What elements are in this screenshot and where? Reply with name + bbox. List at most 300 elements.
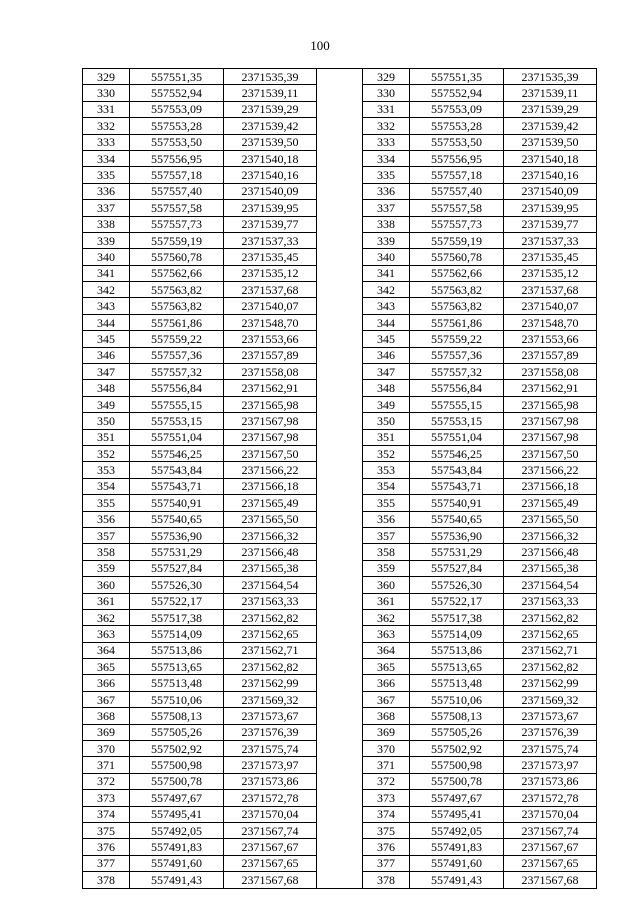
right-point-number-cell: 331 [363, 101, 410, 117]
column-gap [317, 675, 363, 691]
right-y-coordinate-cell: 2371548,70 [504, 314, 597, 330]
right-point-number-cell: 347 [363, 364, 410, 380]
table-row [83, 134, 597, 150]
right-x-coordinate-cell: 557500,98 [410, 757, 504, 773]
table-row [83, 691, 597, 707]
table-row [83, 495, 597, 511]
right-x-coordinate-cell: 557557,32 [410, 364, 504, 380]
left-x-coordinate-cell: 557491,43 [130, 872, 224, 888]
right-x-coordinate-cell: 557531,29 [410, 544, 504, 560]
right-point-number-cell: 361 [363, 593, 410, 609]
left-x-coordinate-cell: 557561,86 [130, 314, 224, 330]
right-y-coordinate-cell: 2371567,98 [504, 413, 597, 429]
left-x-coordinate-cell: 557553,15 [130, 413, 224, 429]
right-x-coordinate-cell: 557508,13 [410, 708, 504, 724]
table-row [83, 69, 597, 85]
right-point-number-cell: 360 [363, 577, 410, 593]
right-x-coordinate-cell: 557502,92 [410, 741, 504, 757]
column-gap [317, 101, 363, 117]
table-row [83, 347, 597, 363]
right-y-coordinate-cell: 2371573,97 [504, 757, 597, 773]
left-point-number-cell: 342 [83, 282, 130, 298]
left-x-coordinate-cell: 557491,60 [130, 855, 224, 871]
right-y-coordinate-cell: 2371567,74 [504, 822, 597, 838]
right-x-coordinate-cell: 557557,36 [410, 347, 504, 363]
table-row [83, 855, 597, 871]
left-x-coordinate-cell: 557495,41 [130, 806, 224, 822]
column-gap [317, 872, 363, 888]
right-x-coordinate-cell: 557557,58 [410, 200, 504, 216]
column-gap [317, 69, 363, 85]
right-point-number-cell: 338 [363, 216, 410, 232]
right-y-coordinate-cell: 2371575,74 [504, 741, 597, 757]
right-point-number-cell: 350 [363, 413, 410, 429]
left-point-number-cell: 330 [83, 85, 130, 101]
right-x-coordinate-cell: 557557,40 [410, 183, 504, 199]
left-y-coordinate-cell: 2371564,54 [224, 577, 317, 593]
left-x-coordinate-cell: 557543,71 [130, 478, 224, 494]
left-point-number-cell: 363 [83, 626, 130, 642]
right-point-number-cell: 351 [363, 429, 410, 445]
right-point-number-cell: 373 [363, 790, 410, 806]
column-gap [317, 691, 363, 707]
column-gap [317, 298, 363, 314]
left-point-number-cell: 350 [83, 413, 130, 429]
right-point-number-cell: 354 [363, 478, 410, 494]
left-x-coordinate-cell: 557540,91 [130, 495, 224, 511]
left-y-coordinate-cell: 2371566,32 [224, 527, 317, 543]
left-point-number-cell: 354 [83, 478, 130, 494]
left-point-number-cell: 356 [83, 511, 130, 527]
right-y-coordinate-cell: 2371567,50 [504, 445, 597, 461]
right-y-coordinate-cell: 2371562,71 [504, 642, 597, 658]
left-x-coordinate-cell: 557563,82 [130, 282, 224, 298]
right-point-number-cell: 339 [363, 232, 410, 248]
right-point-number-cell: 343 [363, 298, 410, 314]
left-point-number-cell: 333 [83, 134, 130, 150]
left-y-coordinate-cell: 2371573,97 [224, 757, 317, 773]
right-point-number-cell: 336 [363, 183, 410, 199]
left-x-coordinate-cell: 557513,48 [130, 675, 224, 691]
left-y-coordinate-cell: 2371562,65 [224, 626, 317, 642]
right-x-coordinate-cell: 557491,43 [410, 872, 504, 888]
left-y-coordinate-cell: 2371562,82 [224, 659, 317, 675]
left-y-coordinate-cell: 2371539,42 [224, 118, 317, 134]
left-x-coordinate-cell: 557552,94 [130, 85, 224, 101]
column-gap [317, 757, 363, 773]
table-row [83, 741, 597, 757]
right-y-coordinate-cell: 2371562,65 [504, 626, 597, 642]
left-y-coordinate-cell: 2371567,98 [224, 429, 317, 445]
right-y-coordinate-cell: 2371572,78 [504, 790, 597, 806]
column-gap [317, 544, 363, 560]
left-point-number-cell: 355 [83, 495, 130, 511]
right-y-coordinate-cell: 2371557,89 [504, 347, 597, 363]
left-y-coordinate-cell: 2371562,91 [224, 380, 317, 396]
right-x-coordinate-cell: 557553,09 [410, 101, 504, 117]
left-y-coordinate-cell: 2371569,32 [224, 691, 317, 707]
left-y-coordinate-cell: 2371563,33 [224, 593, 317, 609]
table-row [83, 298, 597, 314]
left-point-number-cell: 348 [83, 380, 130, 396]
left-x-coordinate-cell: 557557,58 [130, 200, 224, 216]
left-x-coordinate-cell: 557513,65 [130, 659, 224, 675]
left-point-number-cell: 357 [83, 527, 130, 543]
column-gap [317, 659, 363, 675]
left-x-coordinate-cell: 557562,66 [130, 265, 224, 281]
table-row [83, 773, 597, 789]
right-y-coordinate-cell: 2371567,98 [504, 429, 597, 445]
left-x-coordinate-cell: 557510,06 [130, 691, 224, 707]
left-y-coordinate-cell: 2371573,67 [224, 708, 317, 724]
right-y-coordinate-cell: 2371562,91 [504, 380, 597, 396]
table-row [83, 822, 597, 838]
right-y-coordinate-cell: 2371539,29 [504, 101, 597, 117]
table-row [83, 216, 597, 232]
table-row [83, 872, 597, 888]
left-point-number-cell: 329 [83, 69, 130, 85]
right-y-coordinate-cell: 2371539,42 [504, 118, 597, 134]
right-x-coordinate-cell: 557491,83 [410, 839, 504, 855]
column-gap [317, 314, 363, 330]
right-point-number-cell: 352 [363, 445, 410, 461]
right-point-number-cell: 334 [363, 150, 410, 166]
right-x-coordinate-cell: 557492,05 [410, 822, 504, 838]
table-row [83, 839, 597, 855]
left-point-number-cell: 345 [83, 331, 130, 347]
table-row [83, 249, 597, 265]
right-y-coordinate-cell: 2371566,48 [504, 544, 597, 560]
column-gap [317, 822, 363, 838]
right-y-coordinate-cell: 2371565,38 [504, 560, 597, 576]
table-row [83, 396, 597, 412]
column-gap [317, 741, 363, 757]
left-x-coordinate-cell: 557508,13 [130, 708, 224, 724]
table-row [83, 478, 597, 494]
right-y-coordinate-cell: 2371573,86 [504, 773, 597, 789]
left-point-number-cell: 344 [83, 314, 130, 330]
left-x-coordinate-cell: 557514,09 [130, 626, 224, 642]
right-y-coordinate-cell: 2371566,32 [504, 527, 597, 543]
right-y-coordinate-cell: 2371565,98 [504, 396, 597, 412]
left-x-coordinate-cell: 557517,38 [130, 609, 224, 625]
table-row [83, 675, 597, 691]
table-row [83, 167, 597, 183]
right-point-number-cell: 333 [363, 134, 410, 150]
left-x-coordinate-cell: 557557,36 [130, 347, 224, 363]
table-row [83, 708, 597, 724]
right-y-coordinate-cell: 2371540,09 [504, 183, 597, 199]
right-point-number-cell: 375 [363, 822, 410, 838]
left-x-coordinate-cell: 557551,04 [130, 429, 224, 445]
left-y-coordinate-cell: 2371539,50 [224, 134, 317, 150]
left-point-number-cell: 340 [83, 249, 130, 265]
left-point-number-cell: 337 [83, 200, 130, 216]
right-x-coordinate-cell: 557517,38 [410, 609, 504, 625]
left-point-number-cell: 332 [83, 118, 130, 134]
right-x-coordinate-cell: 557513,48 [410, 675, 504, 691]
column-gap [317, 265, 363, 281]
right-y-coordinate-cell: 2371569,32 [504, 691, 597, 707]
right-x-coordinate-cell: 557540,91 [410, 495, 504, 511]
left-x-coordinate-cell: 557500,78 [130, 773, 224, 789]
left-x-coordinate-cell: 557536,90 [130, 527, 224, 543]
left-y-coordinate-cell: 2371576,39 [224, 724, 317, 740]
left-point-number-cell: 373 [83, 790, 130, 806]
right-y-coordinate-cell: 2371573,67 [504, 708, 597, 724]
column-gap [317, 495, 363, 511]
left-point-number-cell: 338 [83, 216, 130, 232]
right-y-coordinate-cell: 2371563,33 [504, 593, 597, 609]
left-y-coordinate-cell: 2371535,12 [224, 265, 317, 281]
left-y-coordinate-cell: 2371553,66 [224, 331, 317, 347]
table-row [83, 806, 597, 822]
right-point-number-cell: 353 [363, 462, 410, 478]
right-y-coordinate-cell: 2371540,07 [504, 298, 597, 314]
right-y-coordinate-cell: 2371539,11 [504, 85, 597, 101]
right-point-number-cell: 357 [363, 527, 410, 543]
right-x-coordinate-cell: 557527,84 [410, 560, 504, 576]
right-point-number-cell: 377 [363, 855, 410, 871]
column-gap [317, 806, 363, 822]
right-y-coordinate-cell: 2371535,12 [504, 265, 597, 281]
right-point-number-cell: 356 [363, 511, 410, 527]
right-x-coordinate-cell: 557557,18 [410, 167, 504, 183]
right-point-number-cell: 364 [363, 642, 410, 658]
right-x-coordinate-cell: 557553,15 [410, 413, 504, 429]
left-point-number-cell: 366 [83, 675, 130, 691]
left-point-number-cell: 347 [83, 364, 130, 380]
left-y-coordinate-cell: 2371540,07 [224, 298, 317, 314]
right-point-number-cell: 369 [363, 724, 410, 740]
left-y-coordinate-cell: 2371567,50 [224, 445, 317, 461]
right-y-coordinate-cell: 2371567,67 [504, 839, 597, 855]
right-x-coordinate-cell: 557497,67 [410, 790, 504, 806]
left-x-coordinate-cell: 557546,25 [130, 445, 224, 461]
right-x-coordinate-cell: 557514,09 [410, 626, 504, 642]
right-point-number-cell: 376 [363, 839, 410, 855]
left-y-coordinate-cell: 2371540,16 [224, 167, 317, 183]
right-y-coordinate-cell: 2371565,50 [504, 511, 597, 527]
right-y-coordinate-cell: 2371539,50 [504, 134, 597, 150]
left-y-coordinate-cell: 2371565,38 [224, 560, 317, 576]
left-y-coordinate-cell: 2371566,18 [224, 478, 317, 494]
right-y-coordinate-cell: 2371535,45 [504, 249, 597, 265]
right-x-coordinate-cell: 557559,19 [410, 232, 504, 248]
left-point-number-cell: 352 [83, 445, 130, 461]
right-y-coordinate-cell: 2371540,16 [504, 167, 597, 183]
right-y-coordinate-cell: 2371566,22 [504, 462, 597, 478]
column-gap [317, 85, 363, 101]
left-x-coordinate-cell: 557553,50 [130, 134, 224, 150]
left-point-number-cell: 360 [83, 577, 130, 593]
right-y-coordinate-cell: 2371567,65 [504, 855, 597, 871]
column-gap [317, 790, 363, 806]
right-point-number-cell: 372 [363, 773, 410, 789]
table-row [83, 331, 597, 347]
table-row [83, 560, 597, 576]
left-x-coordinate-cell: 557563,82 [130, 298, 224, 314]
left-x-coordinate-cell: 557497,67 [130, 790, 224, 806]
table-row [83, 314, 597, 330]
left-x-coordinate-cell: 557531,29 [130, 544, 224, 560]
right-x-coordinate-cell: 557543,71 [410, 478, 504, 494]
right-x-coordinate-cell: 557553,50 [410, 134, 504, 150]
left-y-coordinate-cell: 2371535,39 [224, 69, 317, 85]
right-x-coordinate-cell: 557505,26 [410, 724, 504, 740]
right-point-number-cell: 365 [363, 659, 410, 675]
right-y-coordinate-cell: 2371562,82 [504, 609, 597, 625]
right-y-coordinate-cell: 2371539,77 [504, 216, 597, 232]
right-y-coordinate-cell: 2371567,68 [504, 872, 597, 888]
left-point-number-cell: 369 [83, 724, 130, 740]
right-y-coordinate-cell: 2371566,18 [504, 478, 597, 494]
left-point-number-cell: 375 [83, 822, 130, 838]
right-x-coordinate-cell: 557563,82 [410, 298, 504, 314]
left-x-coordinate-cell: 557491,83 [130, 839, 224, 855]
column-gap [317, 462, 363, 478]
left-y-coordinate-cell: 2371570,04 [224, 806, 317, 822]
right-x-coordinate-cell: 557513,86 [410, 642, 504, 658]
left-y-coordinate-cell: 2371557,89 [224, 347, 317, 363]
left-point-number-cell: 361 [83, 593, 130, 609]
column-gap [317, 282, 363, 298]
left-point-number-cell: 367 [83, 691, 130, 707]
left-y-coordinate-cell: 2371539,29 [224, 101, 317, 117]
right-point-number-cell: 332 [363, 118, 410, 134]
right-point-number-cell: 366 [363, 675, 410, 691]
right-x-coordinate-cell: 557563,82 [410, 282, 504, 298]
table-row [83, 544, 597, 560]
right-x-coordinate-cell: 557536,90 [410, 527, 504, 543]
left-y-coordinate-cell: 2371537,33 [224, 232, 317, 248]
left-point-number-cell: 341 [83, 265, 130, 281]
right-x-coordinate-cell: 557491,60 [410, 855, 504, 871]
table-row [83, 232, 597, 248]
left-x-coordinate-cell: 557551,35 [130, 69, 224, 85]
left-point-number-cell: 368 [83, 708, 130, 724]
left-point-number-cell: 371 [83, 757, 130, 773]
left-point-number-cell: 351 [83, 429, 130, 445]
right-point-number-cell: 371 [363, 757, 410, 773]
left-x-coordinate-cell: 557527,84 [130, 560, 224, 576]
column-gap [317, 773, 363, 789]
table-row [83, 101, 597, 117]
column-gap [317, 118, 363, 134]
table-row [83, 445, 597, 461]
right-y-coordinate-cell: 2371576,39 [504, 724, 597, 740]
column-gap [317, 527, 363, 543]
column-gap [317, 429, 363, 445]
column-gap [317, 478, 363, 494]
left-x-coordinate-cell: 557505,26 [130, 724, 224, 740]
right-point-number-cell: 355 [363, 495, 410, 511]
table-row [83, 462, 597, 478]
column-gap [317, 396, 363, 412]
column-gap [317, 593, 363, 609]
left-x-coordinate-cell: 557557,73 [130, 216, 224, 232]
right-point-number-cell: 368 [363, 708, 410, 724]
right-x-coordinate-cell: 557500,78 [410, 773, 504, 789]
left-x-coordinate-cell: 557513,86 [130, 642, 224, 658]
right-point-number-cell: 329 [363, 69, 410, 85]
left-y-coordinate-cell: 2371567,98 [224, 413, 317, 429]
table-row [83, 183, 597, 199]
column-gap [317, 511, 363, 527]
left-point-number-cell: 378 [83, 872, 130, 888]
left-point-number-cell: 334 [83, 150, 130, 166]
right-x-coordinate-cell: 557562,66 [410, 265, 504, 281]
left-x-coordinate-cell: 557540,65 [130, 511, 224, 527]
right-point-number-cell: 378 [363, 872, 410, 888]
left-point-number-cell: 370 [83, 741, 130, 757]
left-y-coordinate-cell: 2371565,98 [224, 396, 317, 412]
left-y-coordinate-cell: 2371539,95 [224, 200, 317, 216]
right-point-number-cell: 342 [363, 282, 410, 298]
right-point-number-cell: 367 [363, 691, 410, 707]
column-gap [317, 200, 363, 216]
left-y-coordinate-cell: 2371566,22 [224, 462, 317, 478]
right-point-number-cell: 362 [363, 609, 410, 625]
left-y-coordinate-cell: 2371567,65 [224, 855, 317, 871]
left-x-coordinate-cell: 557522,17 [130, 593, 224, 609]
table-row [83, 609, 597, 625]
right-point-number-cell: 330 [363, 85, 410, 101]
right-point-number-cell: 363 [363, 626, 410, 642]
coordinate-table [82, 68, 597, 889]
right-point-number-cell: 335 [363, 167, 410, 183]
left-x-coordinate-cell: 557556,84 [130, 380, 224, 396]
left-point-number-cell: 374 [83, 806, 130, 822]
table-row [83, 642, 597, 658]
left-y-coordinate-cell: 2371575,74 [224, 741, 317, 757]
right-point-number-cell: 349 [363, 396, 410, 412]
left-point-number-cell: 339 [83, 232, 130, 248]
column-gap [317, 577, 363, 593]
column-gap [317, 150, 363, 166]
column-gap [317, 134, 363, 150]
left-x-coordinate-cell: 557560,78 [130, 249, 224, 265]
column-gap [317, 331, 363, 347]
column-gap [317, 609, 363, 625]
right-y-coordinate-cell: 2371537,68 [504, 282, 597, 298]
left-y-coordinate-cell: 2371548,70 [224, 314, 317, 330]
coordinate-table-body [83, 69, 597, 889]
left-y-coordinate-cell: 2371567,74 [224, 822, 317, 838]
column-gap [317, 855, 363, 871]
right-x-coordinate-cell: 557551,04 [410, 429, 504, 445]
left-y-coordinate-cell: 2371567,67 [224, 839, 317, 855]
right-x-coordinate-cell: 557522,17 [410, 593, 504, 609]
right-y-coordinate-cell: 2371558,08 [504, 364, 597, 380]
table-row [83, 265, 597, 281]
right-y-coordinate-cell: 2371562,99 [504, 675, 597, 691]
left-point-number-cell: 365 [83, 659, 130, 675]
column-gap [317, 445, 363, 461]
column-gap [317, 626, 363, 642]
column-gap [317, 216, 363, 232]
right-y-coordinate-cell: 2371540,18 [504, 150, 597, 166]
left-y-coordinate-cell: 2371540,18 [224, 150, 317, 166]
left-y-coordinate-cell: 2371540,09 [224, 183, 317, 199]
left-point-number-cell: 376 [83, 839, 130, 855]
right-y-coordinate-cell: 2371565,49 [504, 495, 597, 511]
right-x-coordinate-cell: 557495,41 [410, 806, 504, 822]
right-point-number-cell: 345 [363, 331, 410, 347]
left-y-coordinate-cell: 2371539,77 [224, 216, 317, 232]
column-gap [317, 249, 363, 265]
left-x-coordinate-cell: 557559,19 [130, 232, 224, 248]
